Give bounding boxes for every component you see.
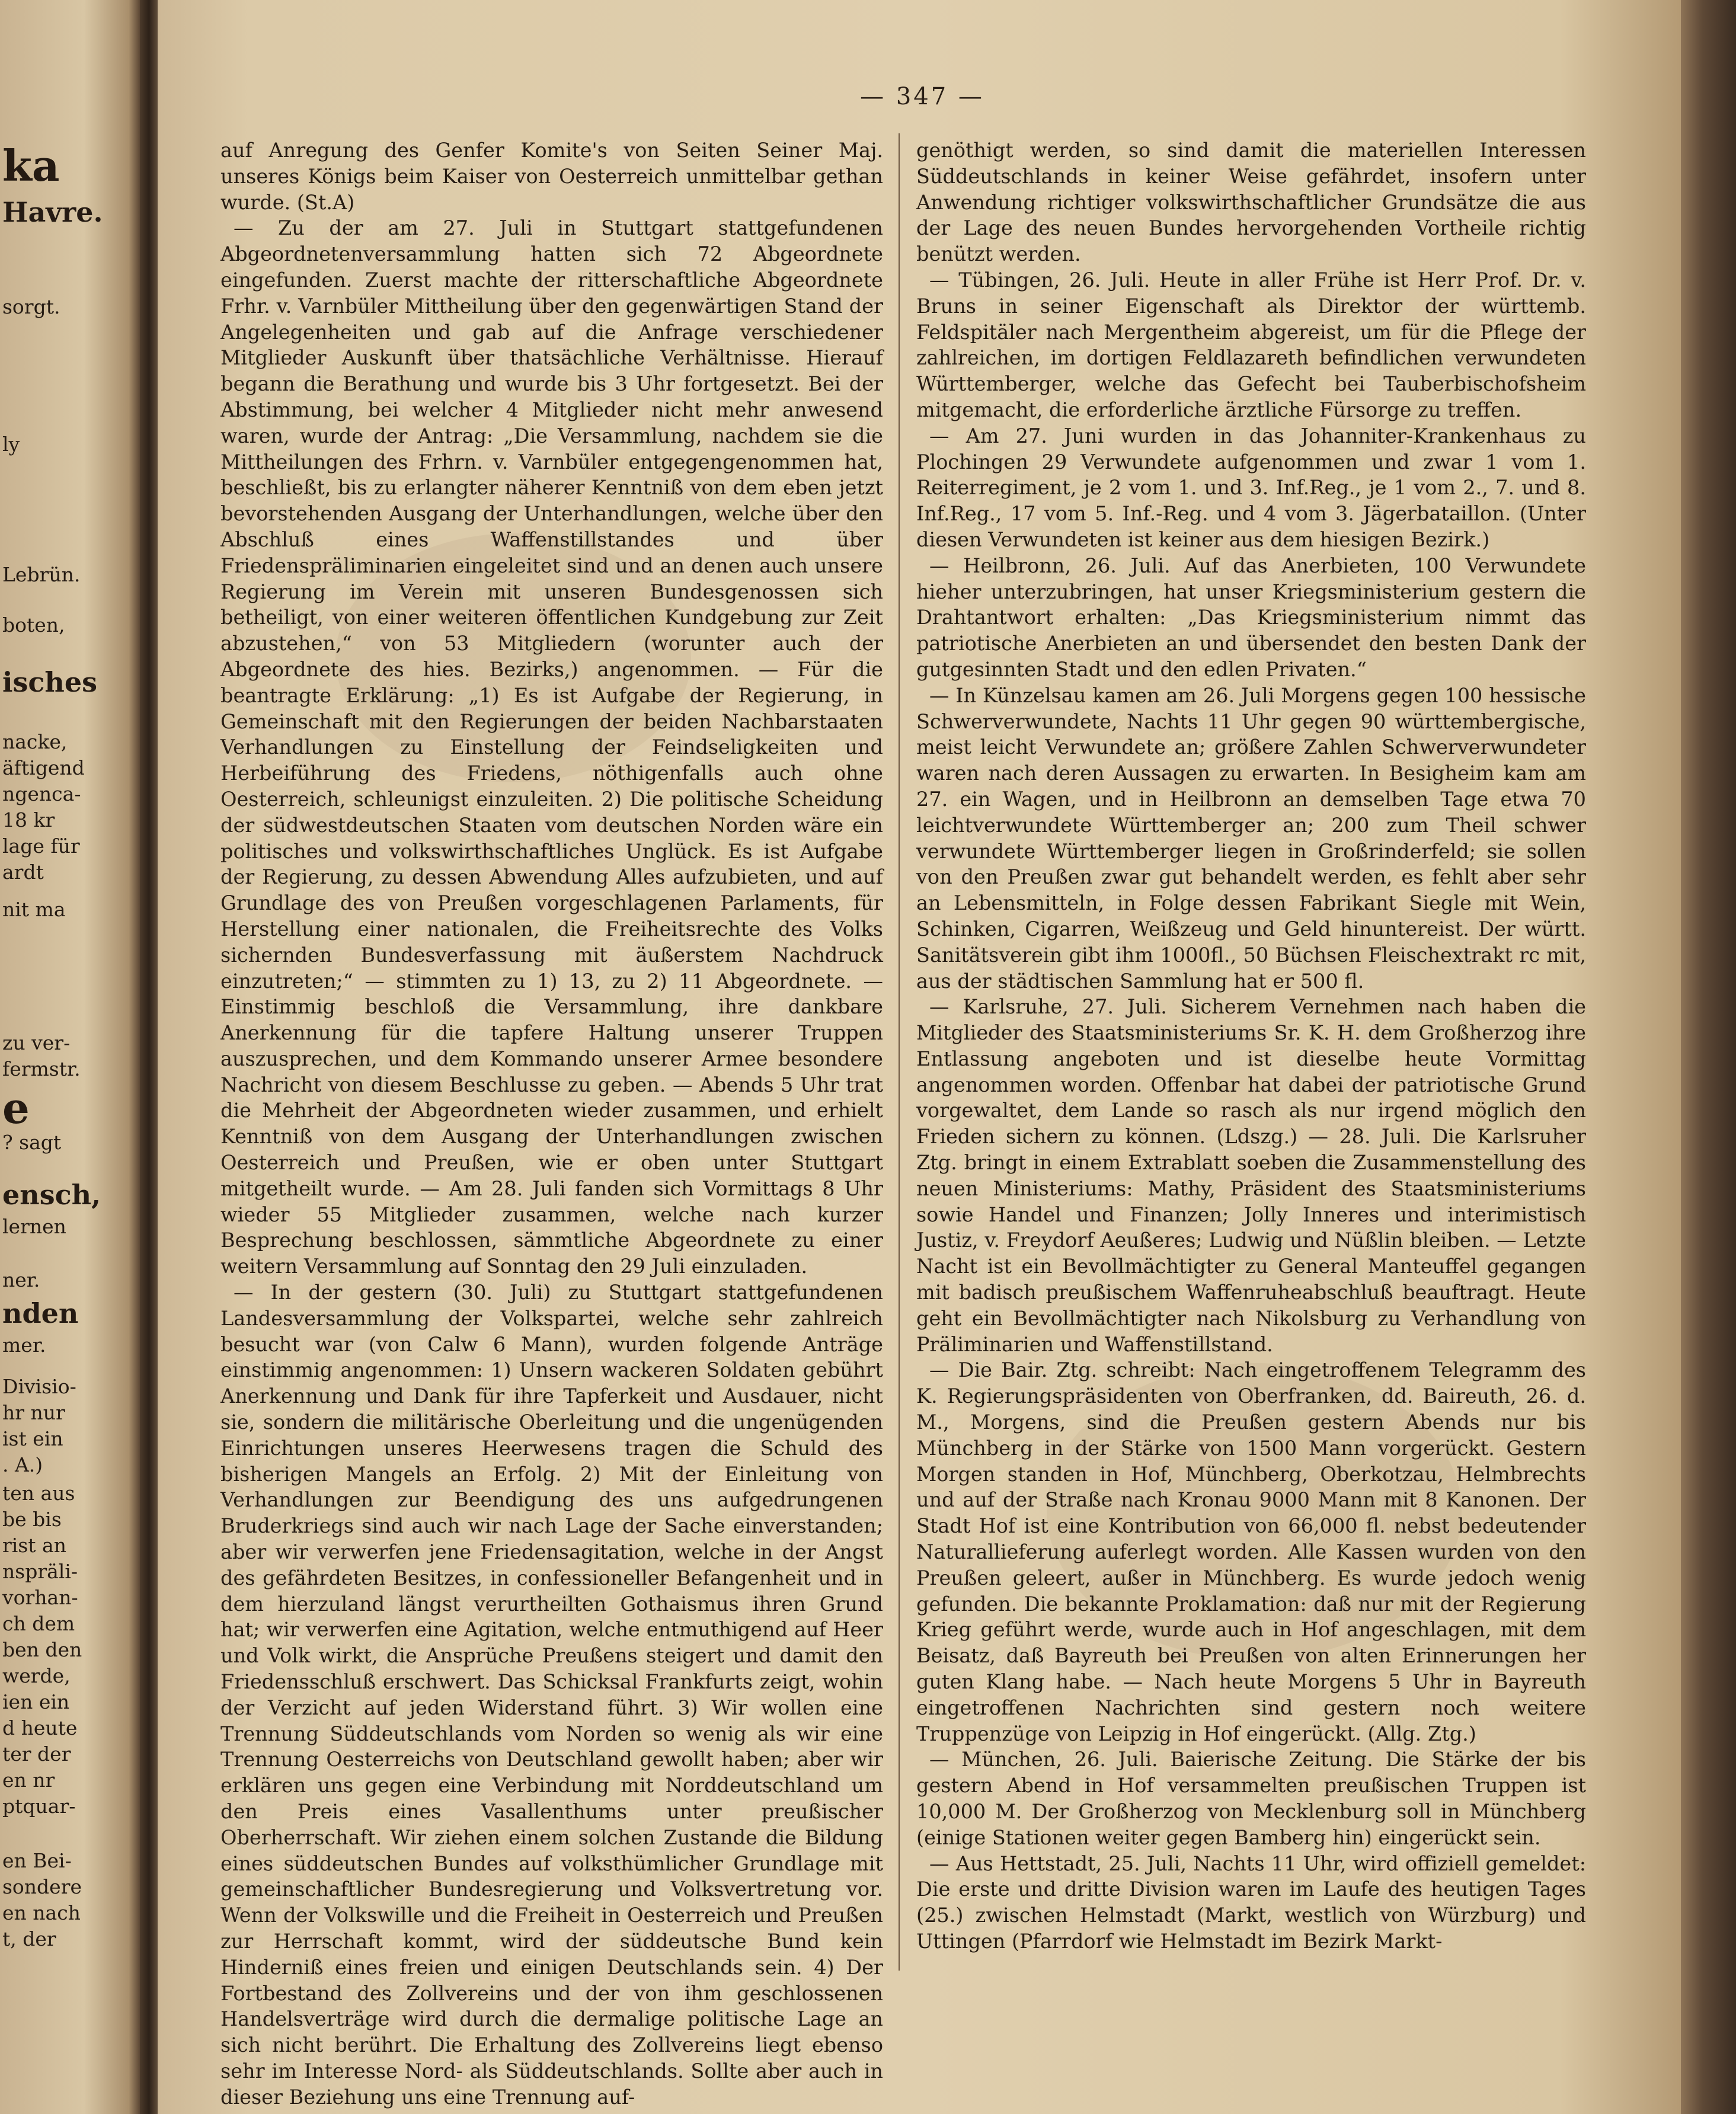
paragraph: — Zu der am 27. Juli in Stuttgart stattgefundenen Abgeordnetenversammlung hatten sich 72 Abgeordnete eingefunden. Zuerst machte der ritterschaftliche Abgeordnete Frhr. v. Varnbüler Mittheilung über den gegenwärtigen Stand der Angelegenheiten und gab auf die Anfrage verschiedener Mitglieder Auskunft über thatsächliche Verhältnisse. Hierauf begann die Berathung und wurde bis 3 Uhr fortgesetzt. Bei der Abstimmung, bei welcher 4 Mitglieder nicht mehr anwesend waren, wurde der Antrag: „Die Versammlung, nachdem sie die Mittheilungen des Frhrn. v. Varnbüler entgegengenommen hat, beschließt, bis zu erlangter näherer Kenntniß von dem eben jetzt bevorstehenden Ausgang der Unterhandlungen, welche über den Abschluß eines Waffenstillstandes und über Friedenspräliminarien eingeleitet sind und an denen auch unsere Regierung im Verein mit unseren Bundesgenossen sich betheiligt, von einer weiteren öffentlichen Kundgebung zur Zeit abzustehen,“ von 53 Mitgliedern (worunter auch der Abgeordnete des hies. Bezirks,) angenommen. — Für die beantragte Erklärung: „1) Es ist Aufgabe der Regierung, in Gemeinschaft mit den Regierungen der beiden Nachbarstaaten Verhandlungen zu Einstellung der Feindseligkeiten und Herbeiführung des Friedens, nöthigenfalls auch ohne Oesterreich, schleunigst einzuleiten. 2) Die politische Scheidung der südwestdeutschen Staaten vom deutschen Norden wäre ein politisches und volkswirthschaftliches Unglück. Es ist Aufgabe der Regierung, zu dessen Abwendung Alles aufzubieten, und auf Grundlage des von Preußen vorgeschlagenen Parlaments, für Herstellung einer nationalen, die Freiheitsrechte des Volks sichernden Bundesverfassung mit äußerstem Nachdruck einzutreten;“ — stimmten zu 1) 13, zu 2) 11 Abgeordnete. — Einstimmig beschloß die Versammlung, ihre dankbare Anerkennung für die tapfere Haltung unserer Truppen auszusprechen, und dem Kommando unserer Armee besondere Nachricht von diesem Beschlusse zu geben. — Abends 5 Uhr trat die Mehrheit der Abgeordneten wieder zusammen, und erhielt Kenntniß von dem Ausgang der Unterhandlungen zwischen Oesterreich und Preußen, wie er oben unter Stuttgart mitgetheilt wurde. — Am 28. Juli fanden sich Vormittags 8 Uhr wieder 55 Mitglieder zusammen, welche nach kurzer Besprechung beschlossen, sämmtliche Abgeordnete zu einer weitern Versammlung auf Sonntag den 29 Juli einzuladen. — [220, 216, 883, 1278]
left-fragment: ngenca- — [2, 782, 81, 805]
left-fragment: Havre. — [2, 196, 103, 228]
left-fragment: ter der — [2, 1742, 71, 1766]
left-fragment: nspräli- — [2, 1560, 78, 1583]
left-fragment: ben den — [2, 1638, 82, 1661]
left-fragment: ka — [2, 140, 60, 191]
left-fragment: be bis — [2, 1508, 62, 1531]
left-fragment: lernen — [2, 1215, 66, 1238]
paragraph: — Tübingen, 26. Juli. Heute in aller Frühe ist Herr Prof. Dr. v. Bruns in seiner Eigenschaft als Direktor der württemb. Feldspitäler nach Mergentheim abgereist, um für die Pflege der zahlreichen, im dortigen Feldlazareth befindlichen verwundeten Württemberger, welche das Gefecht bei Tauberbischofsheim mitgemacht, die erforderliche ärztliche Fürsorge zu treffen. — [916, 268, 1586, 421]
page-number: — 347 — — [860, 83, 984, 110]
left-page-margin — [0, 0, 140, 2114]
left-fragment: 18 kr — [2, 808, 55, 831]
page-edge — [1681, 0, 1736, 2114]
left-fragment: zu ver- — [2, 1031, 71, 1054]
left-fragment: e — [2, 1083, 30, 1133]
left-fragment: werde, — [2, 1664, 71, 1687]
left-fragment: en nach — [2, 1901, 81, 1924]
left-fragment: ist ein — [2, 1427, 63, 1450]
newspaper-page — [158, 0, 1681, 2114]
left-fragment: Divisio- — [2, 1375, 76, 1398]
left-fragment: ch dem — [2, 1612, 75, 1635]
column-divider — [899, 133, 900, 1971]
paragraph: — In der gestern (30. Juli) zu Stuttgart stattgefundenen Landesversammlung der Volkspartei, welche sehr zahlreich besucht war (von Calw 6 Mann), wurden folgende Anträge einstimmig angenommen: 1) Unsern wackeren Soldaten gebührt Anerkennung und Dank für ihre Tapferkeit und Ausdauer, nicht sie, sondern die militärische Oberleitung und die ungenügenden Einrichtungen unseres Heerwesens tragen die Schuld des bisherigen Mangels an Erfolg. 2) Mit der Einleitung von Verhandlungen zur Beendigung des uns aufgedrungenen Bruderkriegs sind auch wir nach Lage der Sache einverstanden; aber wir verwerfen jene Friedensagitation, welche in der Angst des gefährdeten Besitzes, in confessioneller Befangenheit und in dem hierzuland längst verurtheilten Gothaismus ihren Grund hat; wir verwerfen eine Agitation, welche entmuthigend auf Heer und Volk wirkt, die Ansprüche Preußens steigert und damit den Friedensschluß erschwert. Das Schicksal Frankfurts zeigt, wohin der Verzicht auf jeden Widerstand führt. 3) Wir wollen eine Trennung Süddeutschlands vom Norden so wenig als wir eine Trennung Oesterreichs von Deutschland gewollt haben; aber wir erklären uns gegen eine Verbindung mit Norddeutschland um den Preis eines Vasallenthums unter preußischer Oberherrschaft. Wir ziehen einem solchen Zustande die Bildung eines süddeutschen Bundes auf volksthümlicher Grundlage mit gemeinschaftlicher Bundesregierung und Volksvertretung vor. Wenn der Volkswille und die Freiheit in Oesterreich und Preußen zur Herrschaft kommt, wird der süddeutsche Bund kein Hinderniß eines freien und einigen Deutschlands sein. 4) Der Fortbestand des Zollvereins und der von ihm geschlossenen Handelsverträge wird durch die dermalige politische Lage an sich nicht berührt. Die Erhaltung des Zollvereins liegt ebenso sehr im Interesse Nord- als Süddeutschlands. Sollte aber auch in dieser Beziehung uns eine Trennung auf- — [220, 1281, 883, 2109]
left-fragment: ner. — [2, 1268, 40, 1291]
left-fragment: sorgt. — [2, 295, 60, 318]
paragraph: genöthigt werden, so sind damit die materiellen Interessen Süddeutschlands in keiner Weise gefährdet, insofern unter Anwendung richtiger volkswirthschaftlicher Grundsätze die aus der Lage des neuen Bundes hervorgehenden Vortheile richtig benützt werden. — [916, 139, 1586, 266]
left-fragment: . A.) — [2, 1453, 43, 1476]
left-fragment: mer. — [2, 1333, 46, 1357]
left-fragment: nit ma — [2, 898, 66, 921]
left-fragment: ten aus — [2, 1482, 75, 1505]
left-fragment: rist an — [2, 1534, 66, 1557]
left-fragment: ensch, — [2, 1179, 101, 1211]
paragraph: — Am 27. Juni wurden in das Johanniter-Krankenhaus zu Plochingen 29 Verwundete aufgenommen und zwar 1 vom 1. Reiterregiment, je 2 vom 1. und 3. Inf.Reg., je 1 vom 2., 7. und 8. Inf.Reg., 17 vom 5. Inf.-Reg. und 4 vom 3. Jägerbataillon. (Unter diesen Verwundeten ist keiner aus dem hiesigen Bezirk.) — [916, 424, 1586, 551]
left-fragment: Lebrün. — [2, 563, 81, 586]
left-fragment: vorhan- — [2, 1586, 78, 1609]
paragraph: auf Anregung des Genfer Komite's von Seiten Seiner Maj. unseres Königs beim Kaiser von Oesterreich unmittelbar gethan wurde. (St.A) — [220, 139, 883, 214]
paragraph: — München, 26. Juli. Baierische Zeitung. Die Stärke der bis gestern Abend in Hof versammelten preußischen Truppen ist 10,000 M. Der Großherzog von Mecklenburg soll in Münchberg (einige Stationen weiter gegen Bamberg hin) eingerückt sein. — [916, 1748, 1586, 1849]
paragraph: — In Künzelsau kamen am 26. Juli Morgens gegen 100 hessische Schwerverwundete, Nachts 11 Uhr gegen 90 württembergische, meist leicht Verwundete an; größere Zahlen Schwerverwundeter waren nach deren Aussagen zu erwarten. In Besigheim kam am 27. ein Wagen, und in Heilbronn an demselben Tage etwa 70 leichtverwundete Württemberger an; 200 zum Theil schwer verwundete Württemberger liegen in Großrinderfeld; sie sollen von den Preußen zwar gut behandelt werden, es fehlt aber sehr an Lebensmitteln, in Folge dessen Fabrikant Siegle mit Wein, Schinken, Cigarren, Weißzeug und Geld hinuntereist. Der württ. Sanitätsverein gibt ihm 1000fl., 50 Büchsen Fleischextrakt rc mit, aus der städtischen Sammlung hat er 500 fl. — [916, 683, 1586, 993]
left-fragment: nden — [2, 1297, 79, 1329]
left-fragment: boten, — [2, 613, 65, 637]
left-fragment: ardt — [2, 861, 44, 884]
left-fragment: fermstr. — [2, 1057, 81, 1080]
paragraph: — Heilbronn, 26. Juli. Auf das Anerbieten, 100 Verwundete hieher unterzubringen, hat unser Kriegsministerium gestern die Drahtantwort erhalten: „Das Kriegsministerium nimmt das patriotische Anerbieten an und übersendet den besten Dank der gutgesinnten Stadt und den edlen Privaten.“ — [916, 554, 1586, 681]
left-fragment: t, der — [2, 1927, 56, 1950]
paragraph: — Aus Hettstadt, 25. Juli, Nachts 11 Uhr, wird offiziell gemeldet: Die erste und dritte Division waren im Laufe des heutigen Tages (25.) zwischen Helmstadt (Markt, westlich von Würzburg) und Uttingen (Pfarrdorf wie Helmstadt im Bezirk Markt- — [916, 1851, 1586, 1953]
left-fragment: äftigend — [2, 756, 85, 779]
left-fragment: en nr — [2, 1768, 55, 1792]
left-fragment: d heute — [2, 1716, 78, 1739]
left-fragment: ien ein — [2, 1690, 70, 1713]
book-gutter — [140, 0, 160, 2114]
left-fragment: sondere — [2, 1875, 82, 1898]
left-fragment: nacke, — [2, 730, 68, 753]
left-fragment: ly — [2, 433, 20, 456]
left-fragment: ? sagt — [2, 1131, 62, 1154]
left-fragment: ptquar- — [2, 1795, 76, 1818]
paragraph: — Karlsruhe, 27. Juli. Sicherem Vernehmen nach haben die Mitglieder des Staatsministeriums Sr. K. H. dem Großherzog ihre Entlassung angeboten und ist dieselbe heute Vormittag angenommen worden. Offenbar hat dabei der patriotische Grund vorgewaltet, dem Lande so rasch als nur irgend möglich den Frieden sichern zu können. (Ldszg.) — 28. Juli. Die Karlsruher Ztg. bringt in einem Extrablatt soeben die Zusammenstellung des neuen Ministeriums: Mathy, Präsident des Staatsministeriums sowie Handel und Finanzen; Jolly Inneres und interimistisch Justiz, v. Freydorf Aeußeres; Ludwig und Nüßlin bleiben. — Letzte Nacht ist ein Bevollmächtigter zu General Manteuffel gegangen mit badisch preußischem Waffenruheabschluß beauftragt. Heute geht ein Bevollmächtigter nach Nikolsburg zu Verhandlung von Präliminarien und Waffenstillstand. — [916, 995, 1586, 1356]
text-column-right — [916, 137, 1586, 1969]
left-fragment: en Bei- — [2, 1849, 72, 1872]
left-fragment: isches — [2, 666, 97, 698]
left-fragment: lage für — [2, 834, 80, 858]
left-fragment: hr nur — [2, 1401, 65, 1424]
text-column-left — [220, 137, 883, 2109]
paragraph: — Die Bair. Ztg. schreibt: Nach eingetroffenem Telegramm des K. Regierungspräsidenten von Oberfranken, dd. Baireuth, 26. d. M., Morgens, sind die Preußen gestern Abends nur bis Münchberg in der Stärke von 1500 Mann vorgerückt. Gestern Morgen standen in Hof, Münchberg, Oberkotzau, Helmbrechts und auf der Straße nach Kronau 9000 Mann mit 8 Kanonen. Der Stadt Hof ist eine Kontribution von 66,000 fl. nebst bedeutender Naturallieferung auferlegt worden. Alle Kassen wurden von den Preußen geleert, außer in Münchberg. Es wurde jedoch wenig gefunden. Die bekannte Proklamation: daß nur mit der Regierung Krieg geführt werde, wurde auch in Hof angeschlagen, mit dem Beisatz, daß Bayreuth bei Preußen von alten Erinnerungen her guten Klang habe. — Nach heute Morgens 5 Uhr in Bayreuth eingetroffenen Nachrichten sind gestern noch weitere Truppenzüge von Leipzig in Hof eingerückt. (Allg. Ztg.) — [916, 1358, 1586, 1745]
